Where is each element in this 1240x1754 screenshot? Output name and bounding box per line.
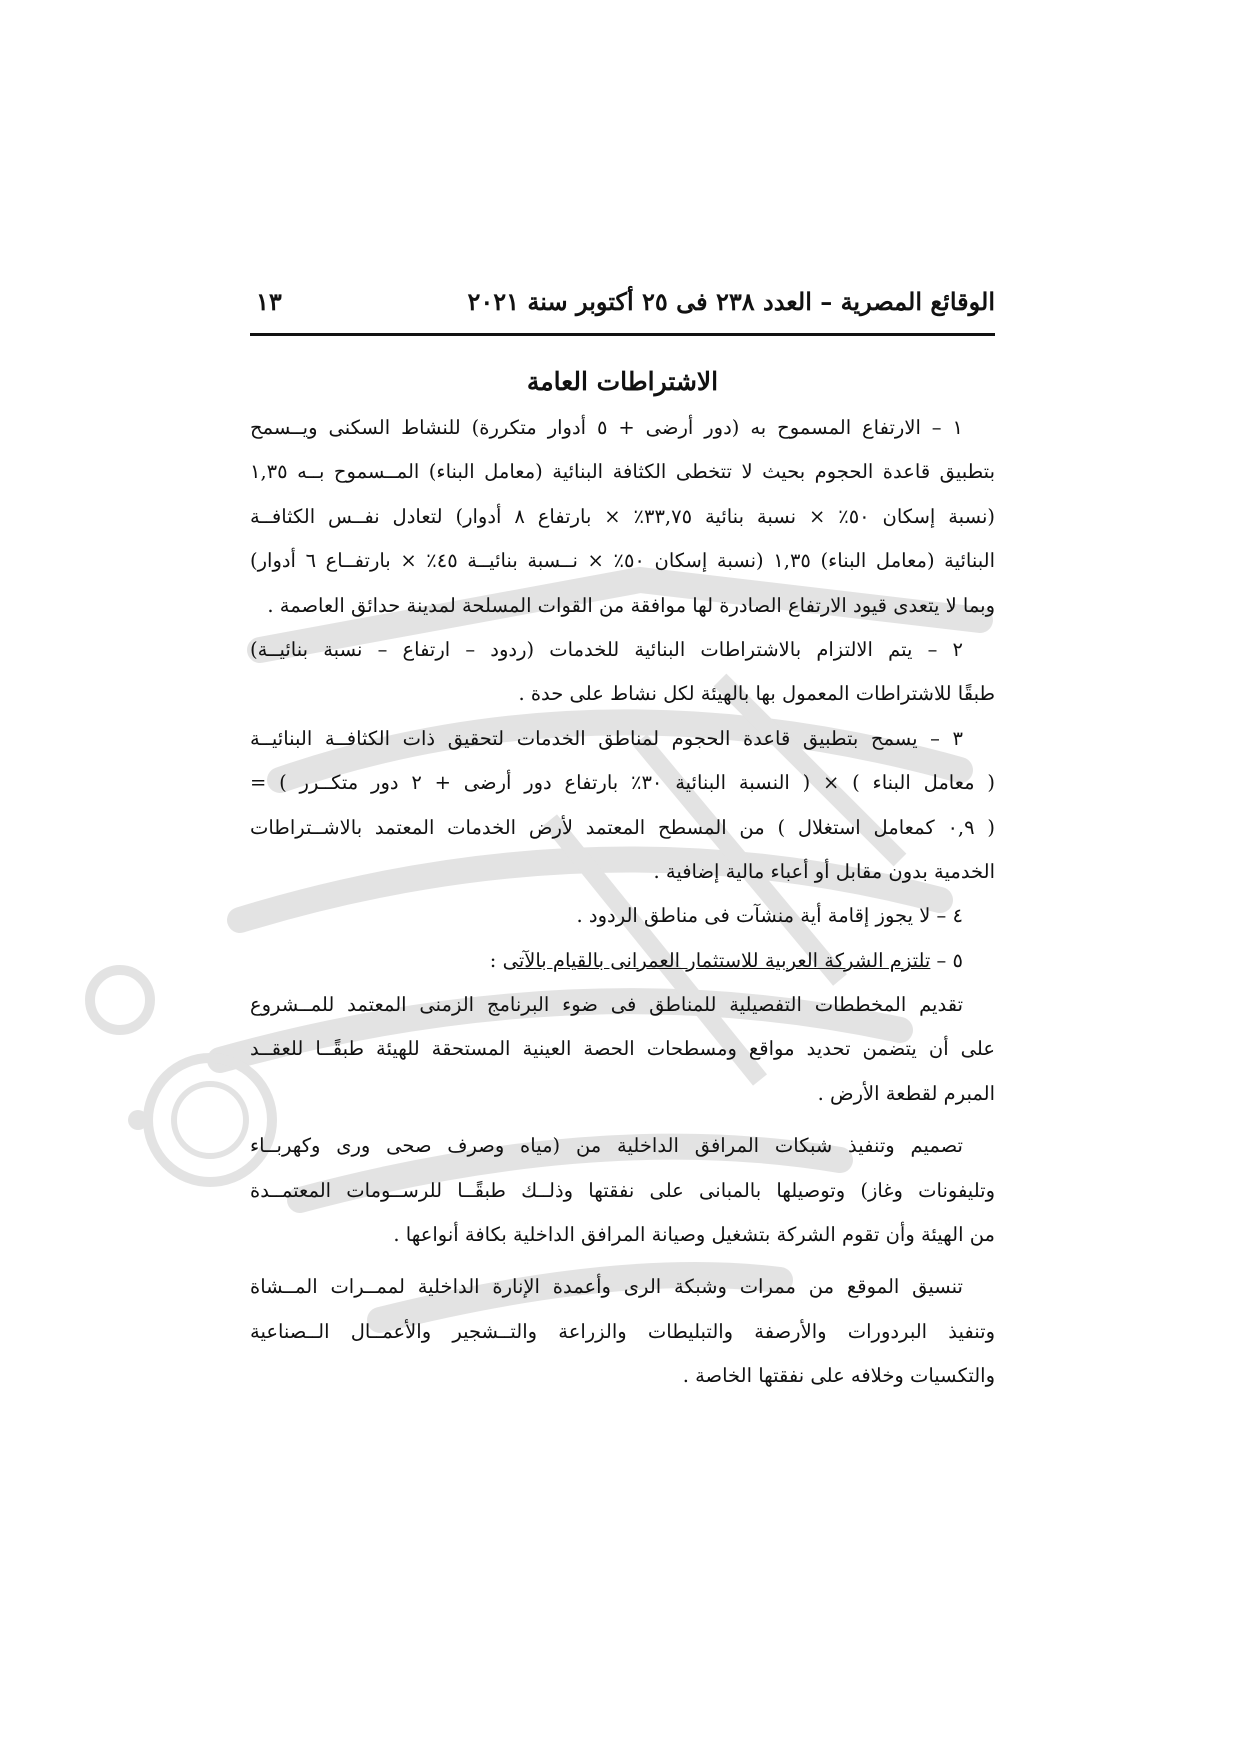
header-title: الوقائع المصرية – العدد ٢٣٨ فى ٢٥ أكتوبر سنة ٢٠٢١: [467, 287, 995, 316]
clause-2-line: طبقًا للاشتراطات المعمول بها بالهيئة لكل نشاط على حدة .: [518, 682, 995, 706]
obligation-3-line: والتكسيات وخلافه على نفقتها الخاصة .: [682, 1364, 995, 1388]
clause-3-line: ٣ – يسمح بتطبيق قاعدة الحجوم لمناطق الخدمات لتحقيق ذات الكثافــة البنائيــة: [250, 726, 963, 750]
page-number: ١٣: [256, 287, 282, 316]
clause-1-line: البنائية (معامل البناء) ١,٣٥ (نسبة إسكان ٥٠٪ × نــسبة بنائيــة ٤٥٪ × بارتفــاع ٦ أدوار): [250, 549, 995, 573]
clause-1-line: ١ – الارتفاع المسموح به (دور أرضى + ٥ أدوار متكررة) للنشاط السكنى ويــسمح: [250, 416, 963, 439]
clause-3-line: الخدمية بدون مقابل أو أعباء مالية إضافية .: [653, 859, 995, 883]
obligation-2-line: تصميم وتنفيذ شبكات المرافق الداخلية من (مياه وصرف صحى ورى وكهربــاء: [250, 1134, 963, 1158]
header-divider: [250, 333, 995, 336]
obligation-2-line: من الهيئة وأن تقوم الشركة بتشغيل وصيانة المرافق الداخلية بكافة أنواعها .: [393, 1223, 995, 1247]
obligation-1-line: على أن يتضمن تحديد مواقع ومسطحات الحصة العينية المستحقة للهيئة طبقًــا للعقــد: [250, 1037, 995, 1061]
clause-3-line: ( ٠,٩ كمعامل استغلال ) من المسطح المعتمد لأرض الخدمات المعتمد بالاشــتراطات: [250, 815, 995, 839]
section-title: الاشتراطات العامة: [526, 367, 719, 396]
obligation-2-line: وتليفونات وغاز) وتوصيلها بالمبانى على نفقتها وذلــك طبقًــا للرســومات المعتمــدة: [250, 1178, 995, 1202]
page-header: [250, 282, 995, 322]
clause-3-line: ( معامل البناء ) × ( النسبة البنائية ٣٠٪ بارتفاع دور أرضى + ٢ دور متكــرر ) =: [250, 771, 995, 795]
clause-2-line: ٢ – يتم الالتزام بالاشتراطات البنائية للخدمات (ردود – ارتفاع – نسبة بنائيــة): [250, 637, 963, 661]
document-body: [250, 406, 995, 1399]
clause-1-line: بتطبيق قاعدة الحجوم بحيث لا تتخطى الكثافة البنائية (معامل البناء) المــسموح بــه ١,٣٥: [250, 460, 995, 484]
clause-4-line: ٤ – لا يجوز إقامة أية منشآت فى مناطق الردود .: [576, 904, 963, 928]
clause-5-prefix: ٥ –: [930, 948, 963, 972]
clause-1-line: وبما لا يتعدى قيود الارتفاع الصادرة لها موافقة من القوات المسلحة لمدينة حدائق العاصمة .: [267, 593, 995, 617]
obligation-1-line: المبرم لقطعة الأرض .: [817, 1081, 995, 1105]
clause-5-suffix: :: [489, 948, 503, 972]
clause-5-heading: تلتزم الشركة العربية للاستثمار العمرانى بالقيام بالآتى: [502, 948, 931, 972]
obligation-3-line: تنسيق الموقع من ممرات وشبكة الرى وأعمدة الإنارة الداخلية لممــرات المــشاة: [250, 1275, 963, 1299]
clause-5-line: [250, 939, 995, 983]
clause-1-line: (نسبة إسكان ٥٠٪ × نسبة بنائية ٣٣,٧٥٪ × بارتفاع ٨ أدوار) لتعادل نفــس الكثافــة: [250, 504, 995, 528]
obligation-3-line: وتنفيذ البردورات والأرصفة والتبليطات والزراعة والتــشجير والأعمــال الــصناعية: [250, 1319, 995, 1343]
obligation-1-line: تقديم المخططات التفصيلية للمناطق فى ضوء البرنامج الزمنى المعتمد للمــشروع: [250, 993, 963, 1017]
